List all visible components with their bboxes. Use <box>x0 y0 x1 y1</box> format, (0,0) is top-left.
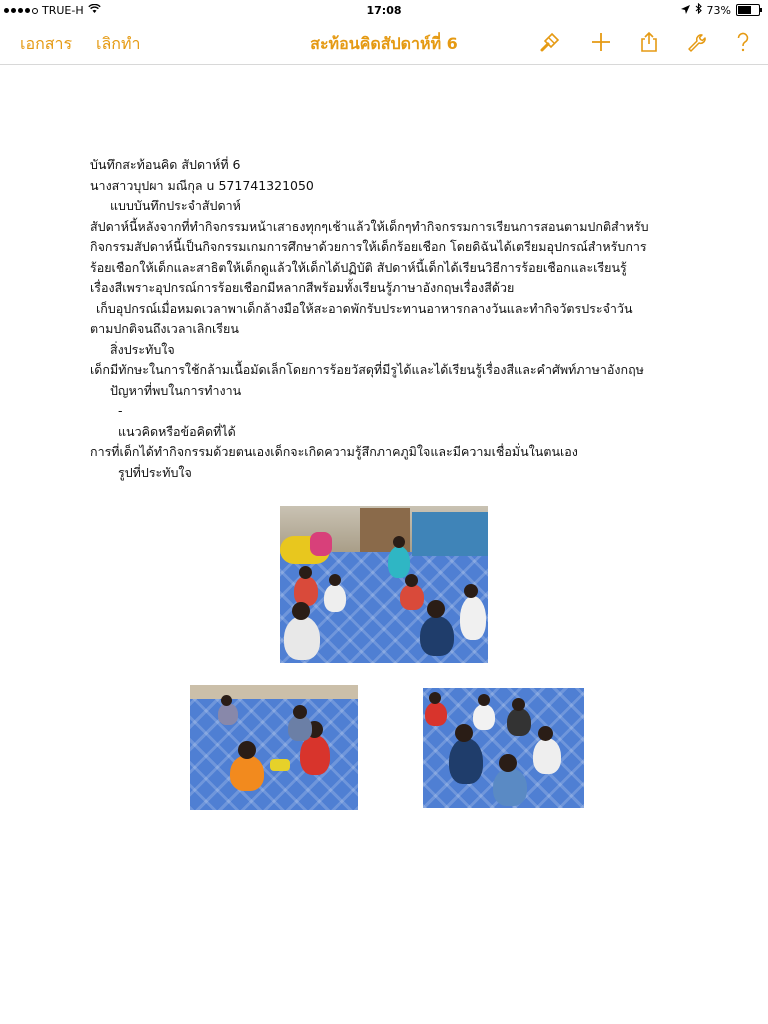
doc-section-heading: สิ่งประทับใจ <box>110 341 175 357</box>
doc-paragraph-line: สัปดาห์นี้หลังจากที่ทำกิจกรรมหน้าเสาธงทุกๆเช้าแล้วให้เด็กๆทำกิจกรรมการเรียนการสอนตามปกติสำหรับ <box>90 218 649 234</box>
plus-icon[interactable] <box>588 29 614 55</box>
doc-heading: บันทึกสะท้อนคิด สัปดาห์ที่ 6 <box>90 157 241 172</box>
toy-beads <box>270 759 290 771</box>
classroom-photo-1[interactable] <box>280 506 488 663</box>
share-icon[interactable] <box>636 29 662 55</box>
location-arrow-icon <box>681 4 690 17</box>
doc-author: นางสาวบุปผา มณีกุล u 571741321050 <box>90 177 314 193</box>
help-icon[interactable] <box>730 29 756 55</box>
bluetooth-icon <box>695 3 702 17</box>
status-time: 17:08 <box>366 4 402 17</box>
carrier-name: TRUE-H <box>42 4 84 17</box>
cabinet <box>412 512 488 556</box>
classroom-photo-3[interactable] <box>423 688 584 808</box>
status-right <box>681 3 760 17</box>
document-body[interactable] <box>90 155 690 483</box>
doc-section-heading: ปัญหาที่พบในการทำงาน <box>110 382 242 398</box>
doc-paragraph-line: เด็กมีทักษะในการใช้กล้ามเนื้อมัดเล็กโดยการร้อยวัสดุที่มีรูได้และได้เรียนรู้เรื่องสีและคำศัพท์ภาษาอังกฤษ <box>90 362 644 377</box>
classroom-photo-2[interactable] <box>190 685 358 810</box>
doc-paragraph-line: - <box>118 403 123 418</box>
app-toolbar <box>0 20 768 65</box>
undo-button[interactable]: เลิกทำ <box>96 32 141 57</box>
doc-subheading: แบบบันทึกประจำสัปดาห์ <box>110 198 241 213</box>
doc-paragraph-line: กิจกรรมสัปดาห์นี้เป็นกิจกรรมเกมการศึกษาด้วยการให้เด็กร้อยเชือก โดยดิฉันได้เตรียมอุปกรณ์สำหรับการ <box>90 239 647 254</box>
document-title: สะท้อนคิดสัปดาห์ที่ 6 <box>310 34 458 53</box>
status-bar <box>0 0 768 20</box>
doc-section-heading: รูปที่ประทับใจ <box>118 464 192 480</box>
toy-block <box>310 532 332 556</box>
battery-icon <box>736 4 760 16</box>
wrench-icon[interactable] <box>683 29 709 55</box>
paintbrush-icon[interactable] <box>537 29 563 55</box>
doc-paragraph-line: ร้อยเชือกให้เด็กและสาธิตให้เด็กดูแล้วให้เด็กได้ปฏิบัติ สัปดาห์นี้เด็กได้เรียนวิธีการร้อยเชือกและเรียนรู้ <box>90 259 627 275</box>
doc-paragraph-line: เรื่องสีเพราะอุปกรณ์การร้อยเชือกมีหลากสีพร้อมทั้งเรียนรู้ภาษาอังกฤษเรื่องสีด้วย <box>90 280 515 295</box>
documents-button[interactable]: เอกสาร <box>20 32 72 57</box>
battery-percent: 73% <box>706 3 731 17</box>
doc-paragraph-line: เก็บอุปกรณ์เมื่อหมดเวลาพาเด็กล้างมือให้สะอาดพักรับประทานอาหารกลางวันและทำกิจวัตรประจำวัน <box>96 300 633 316</box>
doc-paragraph-line: ตามปกติจนถึงเวลาเลิกเรียน <box>90 321 239 336</box>
doc-section-heading: แนวคิดหรือข้อคิดที่ได้ <box>118 423 236 439</box>
doc-paragraph-line: การที่เด็กได้ทำกิจกรรมด้วยตนเองเด็กจะเกิดความรู้สึกภาคภูมิใจและมีความเชื่อมั่นในตนเอง <box>90 444 578 459</box>
